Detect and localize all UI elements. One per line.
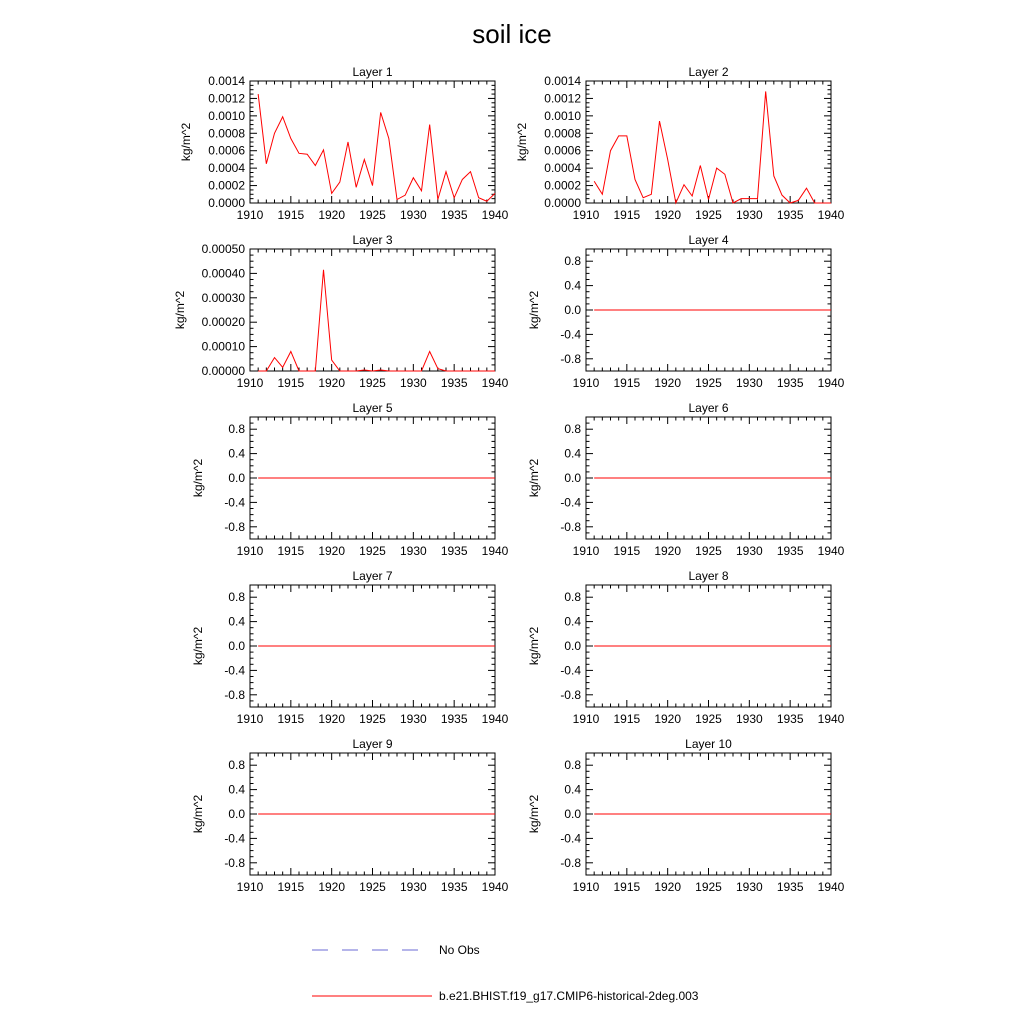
- panel-3-xtick-label: 1915: [277, 376, 305, 390]
- panel-10-xtick-label: 1930: [735, 880, 763, 894]
- panel-8-ytick-label: 0.4: [564, 614, 581, 629]
- panel-6-ytick-label: 0.0: [564, 471, 581, 485]
- panel-1-ytick-label: 0.0004: [208, 161, 245, 176]
- panel-1-xtick-label: 1915: [277, 208, 305, 222]
- legend-label-no-obs: No Obs: [439, 943, 480, 957]
- panel-3-ytick-label: 0.00000: [201, 364, 245, 378]
- panel-4-xtick-label: 1915: [613, 376, 641, 390]
- panel-5-ytick-label: -0.8: [224, 519, 245, 534]
- panel-6-xtick-label: 1940: [817, 544, 845, 558]
- panel-5-ytick-label: -0.4: [224, 495, 245, 510]
- panel-2-ytick-label: 0.0012: [544, 91, 581, 106]
- panel-3-ytick-label: 0.00030: [201, 290, 245, 305]
- panel-3-xtick-label: 1940: [481, 376, 509, 390]
- panel-1-ylabel: kg/m^2: [179, 122, 193, 162]
- panel-8-title: Layer 8: [688, 569, 729, 583]
- figure-title: soil ice: [472, 19, 552, 49]
- legend-label-model: b.e21.BHIST.f19_g17.CMIP6-historical-2deg.003: [439, 989, 699, 1003]
- panel-2-xtick-label: 1920: [654, 208, 682, 222]
- panel-3-ytick-label: 0.00050: [201, 242, 245, 256]
- panel-1-xtick-label: 1910: [236, 208, 264, 222]
- panel-2-title: Layer 2: [688, 65, 729, 79]
- panel-4-ylabel: kg/m^2: [527, 290, 541, 330]
- panel-10-xtick-label: 1940: [817, 880, 845, 894]
- panel-8-xtick-label: 1925: [695, 712, 722, 726]
- panel-4-xtick-label: 1910: [572, 376, 600, 390]
- panel-4-xtick-label: 1940: [817, 376, 845, 390]
- panel-5-xtick-label: 1915: [277, 544, 305, 558]
- panel-8: [527, 569, 845, 726]
- panel-2-ytick-label: 0.0000: [544, 196, 581, 210]
- panel-7-xtick-label: 1910: [236, 712, 264, 726]
- panel-9-ytick-label: -0.8: [224, 855, 245, 870]
- panel-7-xtick-label: 1920: [318, 712, 346, 726]
- panel-1-ytick-label: 0.0006: [208, 143, 245, 158]
- panel-2-series-line: [594, 91, 831, 203]
- panel-1: [179, 65, 509, 222]
- panel-6-ytick-label: -0.4: [560, 495, 581, 510]
- panel-2-xtick-label: 1940: [817, 208, 845, 222]
- panel-10: [527, 737, 845, 894]
- panel-7-ytick-label: -0.8: [224, 687, 245, 702]
- panel-8-ylabel: kg/m^2: [527, 626, 541, 666]
- panel-4-xtick-label: 1930: [735, 376, 763, 390]
- panel-4-ytick-label: 0.8: [564, 254, 581, 269]
- panel-10-title: Layer 10: [685, 737, 732, 751]
- panel-9-xtick-label: 1915: [277, 880, 305, 894]
- panel-1-series-line: [258, 94, 495, 201]
- panel-10-ytick-label: -0.4: [560, 831, 581, 846]
- panel-3: [173, 233, 509, 390]
- panel-1-xtick-label: 1920: [318, 208, 346, 222]
- panel-7-xtick-label: 1940: [481, 712, 509, 726]
- panel-8-xtick-label: 1940: [817, 712, 845, 726]
- panel-5-xtick-label: 1935: [440, 544, 468, 558]
- panel-6-xtick-label: 1910: [572, 544, 600, 558]
- panel-9-ytick-label: 0.0: [228, 807, 245, 821]
- panel-2: [515, 65, 845, 222]
- panel-6-xtick-label: 1930: [735, 544, 763, 558]
- panel-1-xtick-label: 1940: [481, 208, 509, 222]
- panel-6-ytick-label: -0.8: [560, 519, 581, 534]
- panel-3-ytick-label: 0.00040: [201, 266, 245, 281]
- panel-10-ytick-label: 0.4: [564, 782, 581, 797]
- panel-8-xtick-label: 1915: [613, 712, 641, 726]
- panel-10-ytick-label: -0.8: [560, 855, 581, 870]
- panel-3-ytick-label: 0.00010: [201, 339, 245, 354]
- panel-3-ytick-label: 0.00020: [201, 315, 245, 330]
- panel-2-xtick-label: 1935: [776, 208, 804, 222]
- panel-7-title: Layer 7: [352, 569, 393, 583]
- panel-2-ylabel: kg/m^2: [515, 122, 529, 162]
- panel-2-ytick-label: 0.0008: [544, 126, 581, 141]
- panel-4-xtick-label: 1925: [695, 376, 722, 390]
- panel-8-ytick-label: 0.8: [564, 590, 581, 605]
- panel-2-frame: [586, 81, 831, 203]
- panel-6: [527, 401, 845, 558]
- panel-6-ytick-label: 0.8: [564, 422, 581, 437]
- panel-4-xtick-label: 1935: [776, 376, 804, 390]
- panel-grid: [173, 65, 845, 894]
- panel-9-xtick-label: 1910: [236, 880, 264, 894]
- panel-6-xtick-label: 1925: [695, 544, 722, 558]
- panel-2-ytick-label: 0.0004: [544, 161, 581, 176]
- panel-2-ytick-label: 0.0006: [544, 143, 581, 158]
- panel-2-ytick-label: 0.0014: [544, 74, 581, 88]
- panel-1-ytick-label: 0.0010: [208, 108, 245, 123]
- panel-2-ytick-label: 0.0002: [544, 178, 581, 193]
- panel-8-ytick-label: 0.0: [564, 639, 581, 653]
- panel-8-xtick-label: 1930: [735, 712, 763, 726]
- panel-6-xtick-label: 1920: [654, 544, 682, 558]
- panel-10-xtick-label: 1925: [695, 880, 722, 894]
- panel-7-xtick-label: 1915: [277, 712, 305, 726]
- panel-2-ytick-label: 0.0010: [544, 108, 581, 123]
- panel-5-ytick-label: 0.8: [228, 422, 245, 437]
- panel-9-xtick-label: 1920: [318, 880, 346, 894]
- panel-1-ytick-label: 0.0008: [208, 126, 245, 141]
- panel-2-xtick-label: 1925: [695, 208, 722, 222]
- panel-2-xtick-label: 1910: [572, 208, 600, 222]
- panel-9-xtick-label: 1930: [399, 880, 427, 894]
- panel-4-ytick-label: -0.4: [560, 327, 581, 342]
- panel-9-ytick-label: 0.4: [228, 782, 245, 797]
- panel-2-xtick-label: 1930: [735, 208, 763, 222]
- panel-7-xtick-label: 1935: [440, 712, 468, 726]
- panel-9-xtick-label: 1925: [359, 880, 386, 894]
- panel-4: [527, 233, 845, 390]
- panel-1-xtick-label: 1930: [399, 208, 427, 222]
- panel-10-ytick-label: 0.0: [564, 807, 581, 821]
- panel-8-xtick-label: 1910: [572, 712, 600, 726]
- panel-3-xtick-label: 1935: [440, 376, 468, 390]
- panel-1-xtick-label: 1935: [440, 208, 468, 222]
- panel-9-xtick-label: 1940: [481, 880, 509, 894]
- panel-6-xtick-label: 1915: [613, 544, 641, 558]
- panel-7-ytick-label: 0.4: [228, 614, 245, 629]
- panel-3-series-line: [258, 270, 495, 371]
- panel-6-xtick-label: 1935: [776, 544, 804, 558]
- panel-2-xtick-label: 1915: [613, 208, 641, 222]
- panel-3-xtick-label: 1925: [359, 376, 386, 390]
- panel-1-ytick-label: 0.0000: [208, 196, 245, 210]
- panel-10-xtick-label: 1920: [654, 880, 682, 894]
- panel-3-title: Layer 3: [352, 233, 393, 247]
- panel-7-ytick-label: -0.4: [224, 663, 245, 678]
- panel-3-frame: [250, 249, 495, 371]
- panel-6-ytick-label: 0.4: [564, 446, 581, 461]
- panel-3-xtick-label: 1920: [318, 376, 346, 390]
- panel-5-ylabel: kg/m^2: [191, 458, 205, 498]
- panel-4-title: Layer 4: [688, 233, 729, 247]
- panel-4-xtick-label: 1920: [654, 376, 682, 390]
- legend: [312, 943, 699, 1003]
- panel-6-ylabel: kg/m^2: [527, 458, 541, 498]
- panel-3-xtick-label: 1930: [399, 376, 427, 390]
- panel-3-ylabel: kg/m^2: [173, 290, 187, 330]
- panel-10-xtick-label: 1915: [613, 880, 641, 894]
- panel-7-xtick-label: 1925: [359, 712, 386, 726]
- panel-5-ytick-label: 0.0: [228, 471, 245, 485]
- panel-8-ytick-label: -0.8: [560, 687, 581, 702]
- panel-10-ytick-label: 0.8: [564, 758, 581, 773]
- panel-7-ytick-label: 0.0: [228, 639, 245, 653]
- panel-1-ytick-label: 0.0002: [208, 178, 245, 193]
- panel-7-ytick-label: 0.8: [228, 590, 245, 605]
- panel-10-xtick-label: 1935: [776, 880, 804, 894]
- panel-10-ylabel: kg/m^2: [527, 794, 541, 834]
- panel-3-xtick-label: 1910: [236, 376, 264, 390]
- panel-6-title: Layer 6: [688, 401, 729, 415]
- panel-8-xtick-label: 1935: [776, 712, 804, 726]
- panel-5-xtick-label: 1930: [399, 544, 427, 558]
- panel-5-xtick-label: 1940: [481, 544, 509, 558]
- panel-10-xtick-label: 1910: [572, 880, 600, 894]
- panel-7-ylabel: kg/m^2: [191, 626, 205, 666]
- panel-5-title: Layer 5: [352, 401, 393, 415]
- panel-1-ytick-label: 0.0014: [208, 74, 245, 88]
- panel-4-ytick-label: 0.4: [564, 278, 581, 293]
- panel-8-xtick-label: 1920: [654, 712, 682, 726]
- panel-9-ytick-label: 0.8: [228, 758, 245, 773]
- panel-8-ytick-label: -0.4: [560, 663, 581, 678]
- panel-5-ytick-label: 0.4: [228, 446, 245, 461]
- panel-5-xtick-label: 1925: [359, 544, 386, 558]
- panel-7-xtick-label: 1930: [399, 712, 427, 726]
- panel-9-ylabel: kg/m^2: [191, 794, 205, 834]
- panel-5-xtick-label: 1910: [236, 544, 264, 558]
- panel-9-title: Layer 9: [352, 737, 393, 751]
- panel-7: [191, 569, 509, 726]
- panel-1-xtick-label: 1925: [359, 208, 386, 222]
- panel-5-xtick-label: 1920: [318, 544, 346, 558]
- panel-9: [191, 737, 509, 894]
- panel-9-ytick-label: -0.4: [224, 831, 245, 846]
- panel-1-title: Layer 1: [352, 65, 393, 79]
- panel-9-xtick-label: 1935: [440, 880, 468, 894]
- panel-4-ytick-label: 0.0: [564, 303, 581, 317]
- panel-4-ytick-label: -0.8: [560, 351, 581, 366]
- panel-5: [191, 401, 509, 558]
- panel-1-ytick-label: 0.0012: [208, 91, 245, 106]
